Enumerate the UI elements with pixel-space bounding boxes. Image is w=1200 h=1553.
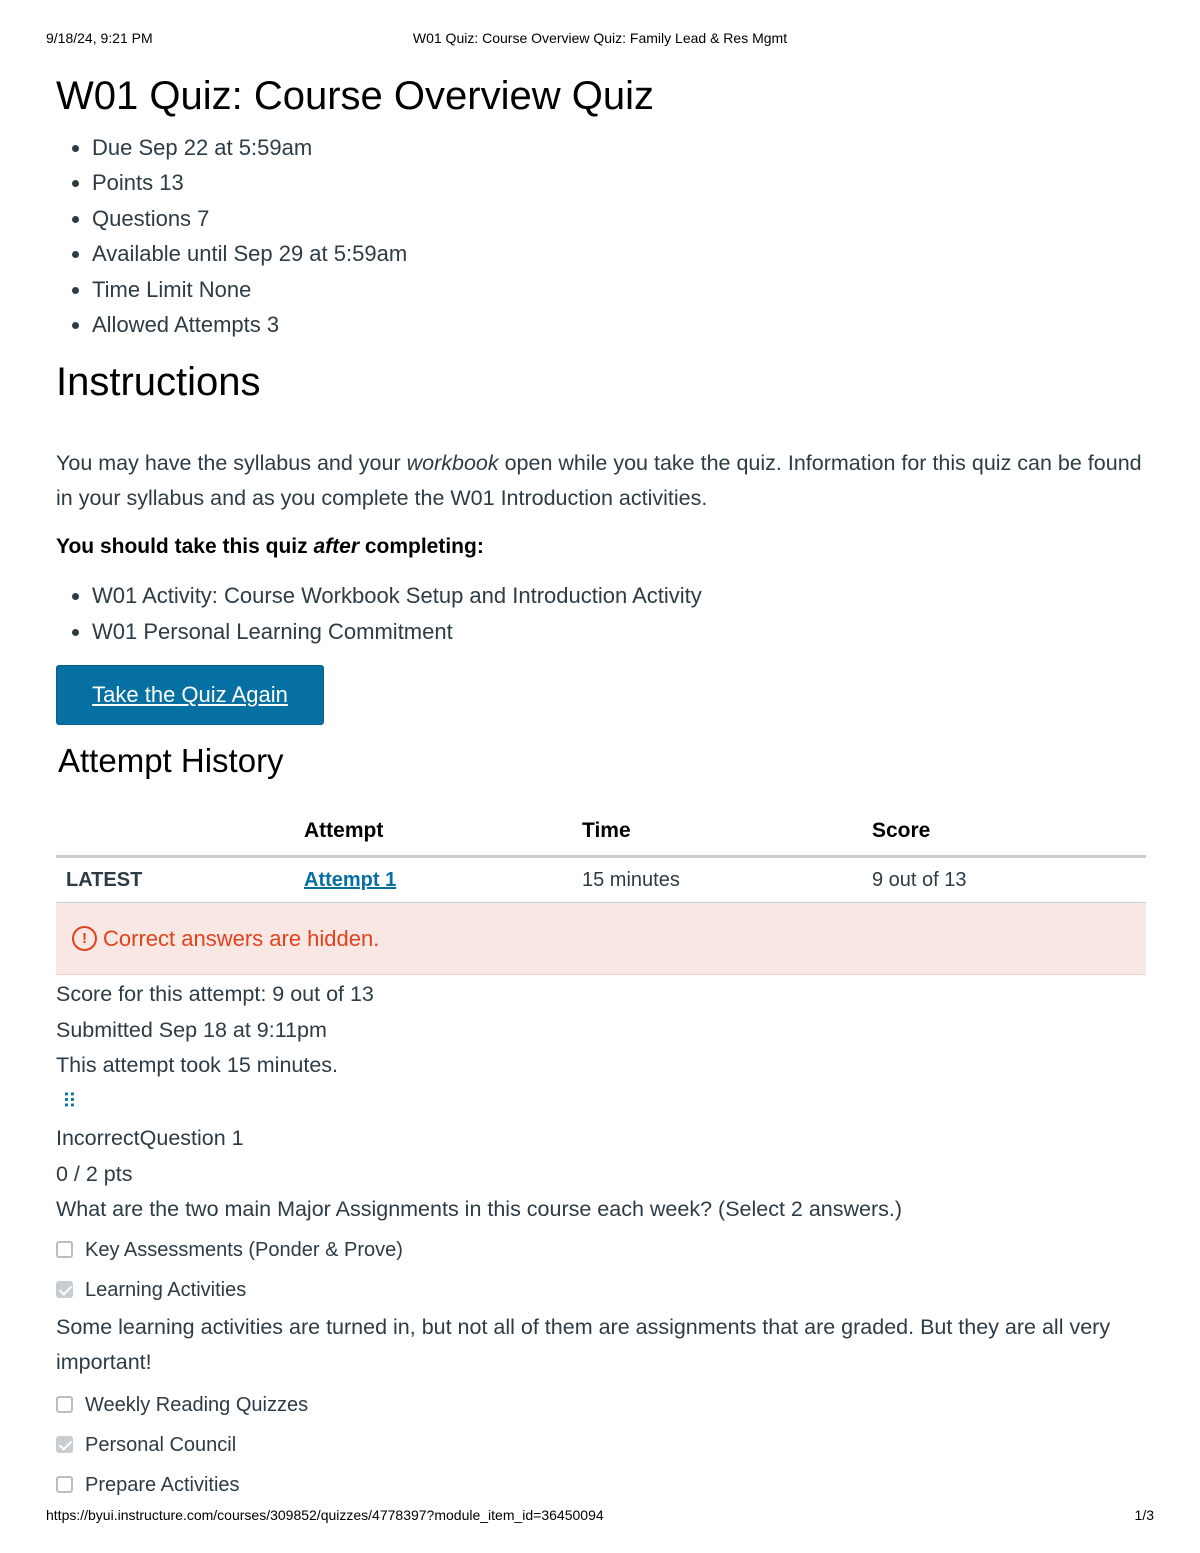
table-row (56, 857, 1146, 903)
answer-checkbox[interactable] (56, 1396, 73, 1413)
answer-option (56, 1465, 1146, 1505)
score-cell: 9 out of 13 (872, 857, 1146, 903)
instructions-text (56, 446, 1146, 516)
quiz-details-list (56, 130, 1146, 342)
answer-checkbox[interactable] (56, 1436, 73, 1453)
answer-option (56, 1270, 1146, 1310)
answer-option (56, 1385, 1146, 1425)
warning-circle-icon: ! (72, 926, 97, 951)
column-header-tag (56, 807, 304, 857)
quiz-content (56, 70, 1146, 1505)
answer-comment: Some learning activities are turned in, but not all of them are assignments that are graded. But they are all very important! (56, 1314, 1111, 1375)
quiz-detail-questions: • Questions 7 (92, 201, 1146, 236)
answer-label: Prepare Activities (85, 1473, 240, 1496)
attempt-summary (56, 977, 1146, 1083)
attempt-history-heading: Attempt History (58, 742, 284, 780)
attempt-duration: This attempt took 15 minutes. (56, 1053, 339, 1078)
quiz-detail-time-limit: • Time Limit None (92, 272, 1146, 307)
quiz-title: W01 Quiz: Course Overview Quiz (56, 74, 654, 118)
question-points: 0 / 2 pts (56, 1161, 133, 1186)
prereq-intro-part: completing: (359, 535, 484, 559)
answer-label: Weekly Reading Quizzes (85, 1393, 309, 1416)
answer-label: Personal Council (85, 1433, 237, 1456)
prereq-intro-emphasis: after (313, 535, 359, 559)
correct-answers-hidden-alert (56, 903, 1146, 975)
prerequisite-list (56, 578, 1146, 649)
print-footer (46, 1507, 1154, 1527)
prereq-intro-part: You should take this quiz (56, 535, 314, 559)
latest-label: LATEST (56, 857, 304, 903)
answer-label: Key Assessments (Ponder & Prove) (85, 1238, 403, 1261)
print-header (46, 30, 1154, 50)
prerequisite-item: • W01 Activity: Course Workbook Setup and Introduction Activity (92, 578, 1146, 613)
answer-list (56, 1230, 1146, 1505)
instructions-heading: Instructions (56, 360, 261, 405)
quiz-detail-attempts: • Allowed Attempts 3 (92, 307, 1146, 342)
alert-text: Correct answers are hidden. (103, 926, 380, 952)
question-status: IncorrectQuestion 1 (56, 1126, 244, 1151)
attempt-1-link[interactable]: Attempt 1 (304, 868, 397, 891)
instructions-text-part: open while you take the quiz. Information for this quiz can be found in your syllabus and as you complete the W01 Introduction activities. (56, 451, 1142, 511)
instructions-text-emphasis: workbook (406, 451, 499, 476)
score-for-attempt: Score for this attempt: 9 out of 13 (56, 982, 374, 1007)
question-text: What are the two main Major Assignments in this course each week? (Select 2 answers.) (56, 1197, 903, 1222)
prerequisite-item: • W01 Personal Learning Commitment (92, 614, 1146, 649)
print-datetime: 9/18/24, 9:21 PM (46, 30, 153, 46)
answer-option (56, 1230, 1146, 1270)
quiz-detail-available: • Available until Sep 29 at 5:59am (92, 236, 1146, 271)
print-url: https://byui.instructure.com/courses/309852/quizzes/4778397?module_item_id=36450094 (46, 1507, 604, 1523)
column-header-time: Time (582, 807, 872, 857)
answer-checkbox[interactable] (56, 1281, 73, 1298)
instructions-prerequisite-intro (56, 532, 1146, 562)
table-header-row (56, 807, 1146, 857)
column-header-score: Score (872, 807, 1146, 857)
attempt-cell (304, 857, 582, 903)
answer-label: Learning Activities (85, 1278, 247, 1301)
instructions-text-part: You may have the syllabus and your (56, 451, 407, 476)
question-1 (56, 1121, 1146, 1504)
take-quiz-again-button[interactable]: Take the Quiz Again (56, 665, 324, 725)
quiz-detail-due: • Due Sep 22 at 5:59am (92, 130, 1146, 165)
answer-checkbox[interactable] (56, 1476, 73, 1493)
print-page-number: 1/3 (1134, 1507, 1154, 1523)
drag-handle-icon[interactable]: ⠿ (62, 1091, 75, 1114)
print-page-title: W01 Quiz: Course Overview Quiz: Family Lead & Res Mgmt (412, 30, 788, 46)
answer-option (56, 1425, 1146, 1465)
quiz-detail-points: • Points 13 (92, 165, 1146, 200)
answer-checkbox[interactable] (56, 1241, 73, 1258)
submitted-date: Submitted Sep 18 at 9:11pm (56, 1017, 327, 1042)
column-header-attempt: Attempt (304, 807, 582, 857)
attempt-history-table (56, 807, 1146, 903)
time-cell: 15 minutes (582, 857, 872, 903)
